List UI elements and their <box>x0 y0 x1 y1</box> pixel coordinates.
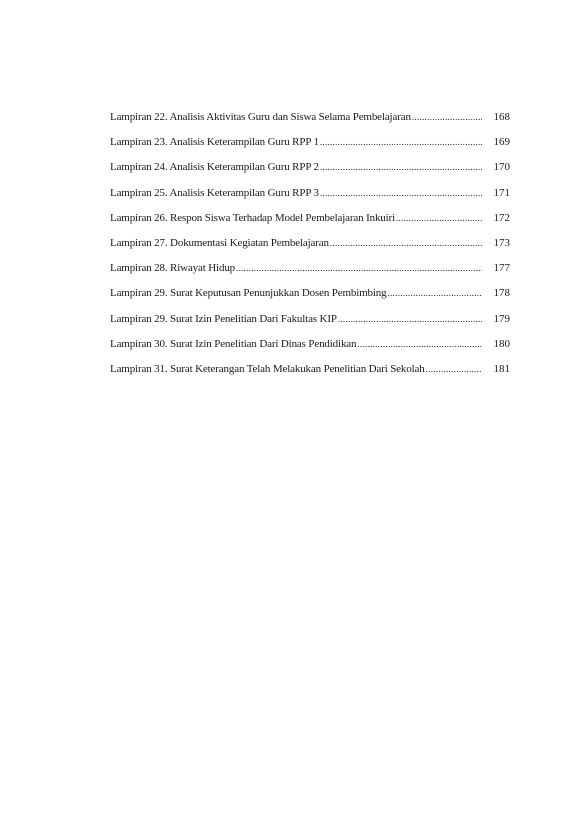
toc-dot-leader <box>236 260 482 276</box>
toc-dot-leader <box>330 235 482 251</box>
toc-dot-leader <box>396 210 482 226</box>
table-of-contents <box>110 109 510 386</box>
toc-dot-leader <box>357 336 482 352</box>
toc-page-number: 169 <box>493 136 510 149</box>
toc-page-number: 178 <box>493 287 510 300</box>
toc-page-number: 170 <box>493 161 510 174</box>
toc-entry <box>110 159 510 184</box>
toc-page-number: 179 <box>493 312 510 325</box>
toc-entry <box>110 235 510 260</box>
toc-entry-label: Lampiran 31. Surat Keterangan Telah Melakukan Penelitian Dari Sekolah <box>110 362 425 375</box>
toc-dot-leader <box>426 361 482 377</box>
toc-page-number: 173 <box>493 236 510 249</box>
toc-entry-label: Lampiran 23. Analisis Keterampilan Guru RPP 1 <box>110 136 319 149</box>
toc-entry-label: Lampiran 30. Surat Izin Penelitian Dari Dinas Pendidikan <box>110 337 357 350</box>
toc-page-number: 168 <box>493 111 510 123</box>
toc-entry <box>110 311 510 336</box>
toc-dot-leader <box>412 109 482 125</box>
toc-entry-label: Lampiran 28. Riwayat Hidup <box>110 262 236 275</box>
toc-entry <box>110 336 510 361</box>
toc-entry-label: Lampiran 25. Analisis Keterampilan Guru RPP 3 <box>110 186 319 199</box>
toc-dot-leader <box>320 134 482 150</box>
toc-entry <box>110 260 510 285</box>
toc-page-number: 180 <box>493 337 510 350</box>
toc-dot-leader <box>320 185 482 201</box>
toc-entry <box>110 185 510 210</box>
toc-page-number: 181 <box>493 362 510 375</box>
toc-entry-label: Lampiran 29. Surat Keputusan Penunjukkan Dosen Pembimbing <box>110 287 387 300</box>
toc-entry-label: Lampiran 27. Dokumentasi Kegiatan Pembelajaran <box>110 236 329 249</box>
toc-page-number: 171 <box>493 186 510 199</box>
toc-dot-leader <box>320 159 482 175</box>
toc-entry-label: Lampiran 29. Surat Izin Penelitian Dari Fakultas KIP <box>110 312 337 325</box>
toc-entry-label: Lampiran 26. Respon Siswa Terhadap Model Pembelajaran Inkuiri <box>110 211 395 224</box>
toc-dot-leader <box>338 311 482 327</box>
toc-entry <box>110 134 510 159</box>
toc-entry <box>110 361 510 386</box>
toc-page-number: 172 <box>493 211 510 224</box>
toc-entry-label: Lampiran 24. Analisis Keterampilan Guru RPP 2 <box>110 161 319 174</box>
toc-dot-leader <box>388 285 483 301</box>
toc-entry-label: Lampiran 22. Analisis Aktivitas Guru dan Siswa Selama Pembelajaran <box>110 111 411 123</box>
toc-page-number: 177 <box>493 262 510 275</box>
toc-entry <box>110 109 510 134</box>
toc-entry <box>110 210 510 235</box>
toc-entry <box>110 285 510 310</box>
